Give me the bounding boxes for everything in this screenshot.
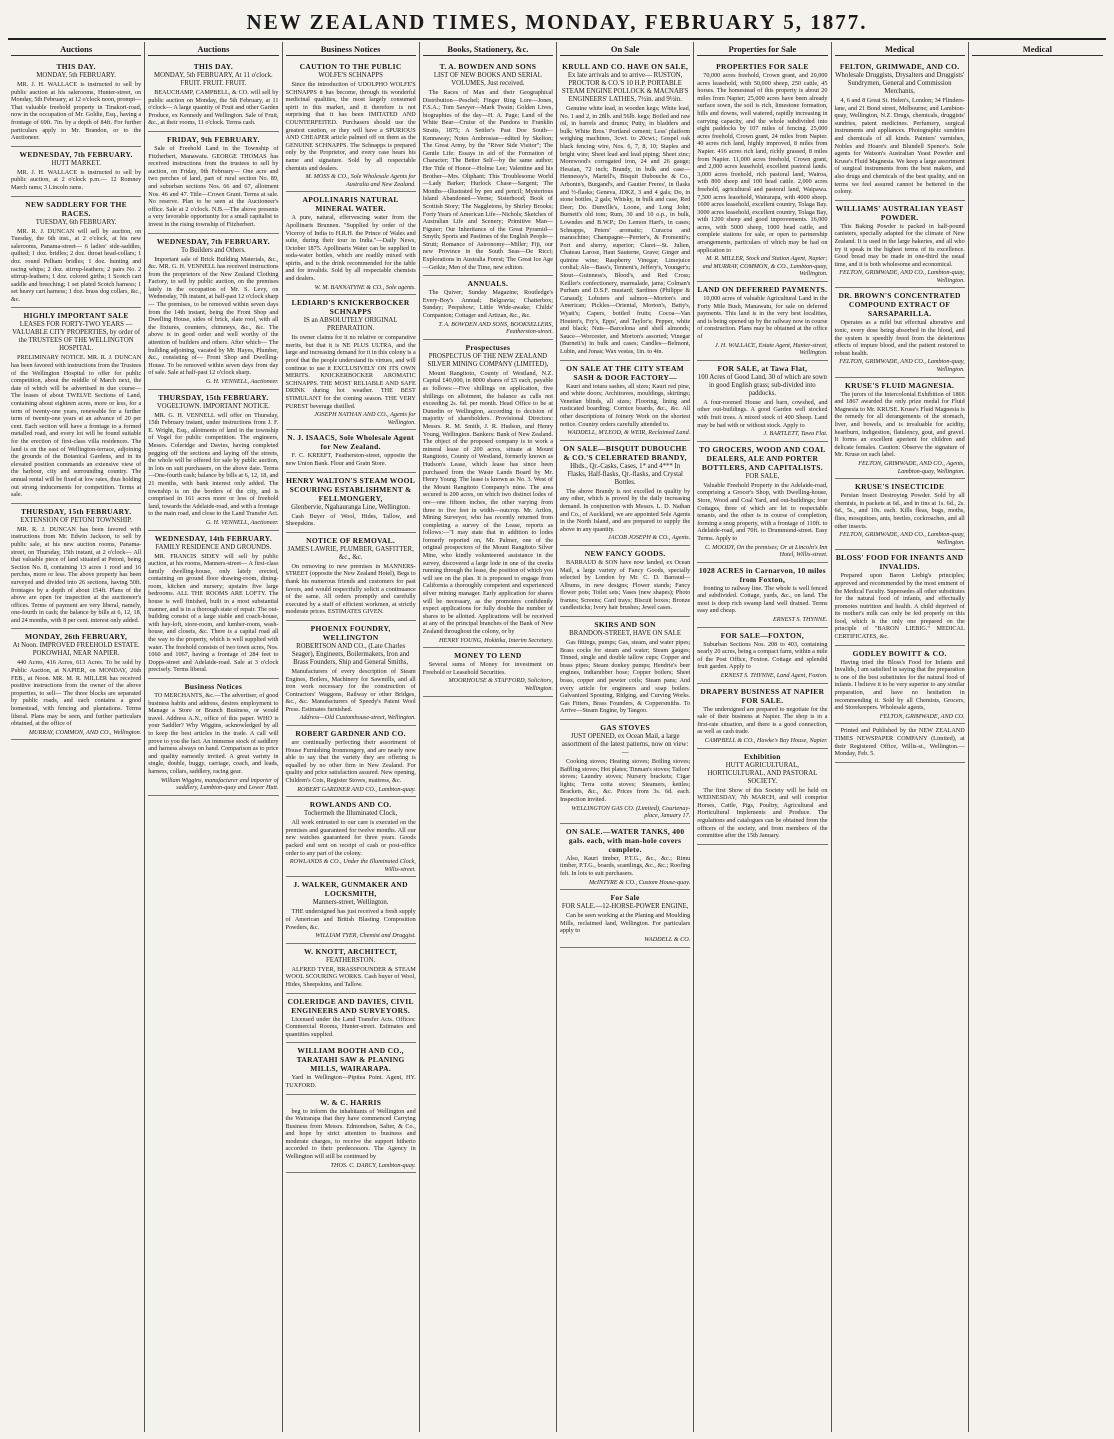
ad-title: HENRY WALTON'S STEAM WOOL SCOURING ESTABLISHMENT & FELLMONGERY, <box>286 475 416 503</box>
ad-body: MR. FRANCIS SIDEY will sell by public auction, at his rooms, Manners-street— A first-class family dwelling-house, only lately erected, containing on ground floor drawing-room, dining-room, kitchen and nursery; upstairs five large bedrooms. ALL THE ROOMS ARE LOFTY. The house is well finished, built in a most substantial manner, and is in a thorough state of repair. The out-building consist of a large stable and coach-house, with hay-loft, store-room, and lumber-room, wash-house, and closets, &c. There is a capital road all the way to the property, which is well supplied with water. The freehold consists of two town acres, Nos. 1060 and 1067, having a frontage of 284 feet to Dopps-street and Adelaide-road. Sale at 3 o'clock precisely. Terms liberal. <box>148 552 279 674</box>
ad-title: MONDAY, 26th FEBRUARY, <box>25 632 128 642</box>
ad-title: HIGHLY IMPORTANT SALE <box>23 311 129 321</box>
advertisement <box>286 295 416 430</box>
advertisement <box>560 890 690 947</box>
ad-title: THURSDAY, 15th FEBRUARY. <box>20 506 132 516</box>
ad-subtitle: ROBERTSON AND CO., (Late Charles Seager), Engineers, Boilermakers, Iron and Brass Founders, Ship and General Smiths, <box>291 642 410 666</box>
advertisement <box>560 824 690 890</box>
ad-body: Since the introduction of UDOLPHO WOLFE'S SCHNAPPS it has become, through its wonderful medicinal qualities, the most largely consumed spirit in this market, and it therefore is not surprising that it has been IMITATED AND COUNTERFEITED. Purchasers should use the greatest caution, or they will have a SPURIOUS AND CHEAPER article palmed off on them as the GENUINE SCHNAPPS. The Schnapps is prepared only by the Proprietor, and every case bears his name and signature. Sold by all respectable chemists and dealers. <box>285 81 416 172</box>
ad-subtitle: JAMES LAWRIE, PLUMBER, GASFITTER, &c., &c. <box>287 545 414 561</box>
ad-body: The Races of Man and their Geographical Distribution—Peschel; Finger Ring Lore—Jones, F.S.A.; Tom Sawyer—Mark Twain; Golden Lives, biographies of the day—H. A. Page; Land of the White Bear—Cruise of the Pandora to Franklin Straits, 1875; A Settler's Past Doe South—Kennaway; Notes Ambrosiae—edited by Skelton; The Great Army, by the "River Side Visitor"; The Gentle Life: Essays in aid of the Formation of Character; The Better Self—by the same author; Her Title of Honor—Holme Lee; Valentine and his Brother—Mrs. Oliphant; This Troublesome World—Lady Barker; Hurlock Chase—Sargent; The Months—illustrated by pen and pencil; Mysterious Island Abandoned—Verne; Sisterhood; Book of Scottish Story; The Naggletons, by Shirley Brooks; Forty Years of American Life—Nichols; Sketches of Australian Life and Scenery; Primitive Man—Figuier; Our Inheritance of the Great Pyramid—Smyth; Sports and Pastimes of the English People—Strutt; Romance of Astronomy—Miller; Fiji, our new Province in the South Seas—De Ricci; Explorations in Australia Forest; The Great Ice Age—Geikie; Men of the Time, new edition. <box>422 89 553 271</box>
ad-body: The jurors of the Intercolonial Exhibition of 1866 and 1867 awarded the only prize medal for Fluid Magnesia to Mr. KRUSE. Kruse's Fluid Magnesia is the remedy for all derangements of the stomach, liver, and bowels, and is invaluable for acidity, heartburn, indigestion, flatulency, gout, and gravel. It forms an excellent aperient for children and delicate females. Caution: Observe the signature of Mr. Kruse on each label. <box>834 390 965 459</box>
ad-title: WEDNESDAY, 7th FEBRUARY. <box>156 236 270 246</box>
ad-body: The above Brandy is not excelled in quality by any other, which is proved by the daily increasing demand. In conjunction with Messrs. L. D. Nathan and Co., of Auckland, we are appointed Sole Agents in the North Island, and are prepared to supply the above in any quantity. <box>560 487 691 533</box>
ad-body: MR. R. J. DUNCAN will sell by auction, on Tuesday, the 6th inst., at 2 o'clock, at his new salerooms, Panama-street— 6 ladies' side-saddles, quilted; 1 doz. bridles; 2 doz. throat head-collars; 1 doz. round Pelham bridles; 1 doz. hunting and racing whips; 2 doz. stirrup-leathers; 2 pairs No. 2 stirrup-leathers; 1 doz. colored girths; 1 Scotch cart saddle and breeching; 1 set plated Scotch harness; 1 set heavy cart harness; 1 doz. brass dog collars, &c., &c. <box>11 227 142 303</box>
ad-body: The undersigned are prepared to negotiate for the sale of their business at Napier. The shop is in a first-rate situation, and there is a good connection, as well as cash trade. <box>697 705 828 736</box>
section-heading: On Sale <box>560 44 690 56</box>
column-medical <box>832 42 969 1432</box>
ad-subtitle: VOGELTOWN. IMPORTANT NOTICE. <box>156 402 270 410</box>
ad-body: All work entrusted to our care is executed on the premises and guaranteed for twelve months. All our new watches guaranteed for three years. Goods packed and sent on receipt of cash or post-office order to any part of the colony. <box>285 819 416 857</box>
ad-signature: THOS. C. DARCY, Lambton-quay. <box>330 1161 416 1169</box>
ad-title: Business Notices <box>184 682 243 691</box>
advertisement <box>697 684 827 749</box>
ad-signature: G. H. VENNELL, Auctioneer. <box>205 518 279 526</box>
column-on-sale <box>557 42 694 1432</box>
ad-title: FOR SALE—FOXTON, <box>720 630 805 640</box>
ad-subtitle: 100 Acres of Good Land, 30 of which are sown in good English grass; sub-divided into paddocks. <box>697 373 827 397</box>
advertisement <box>835 288 965 377</box>
ad-body: Genuine white lead, in wooden kegs; White lead, No. 1 and 2, in 28lb. and 56lb. kegs; Boiled and raw oil, in barrels and drums; Putty, in bladders and bulk; White Bros.' Portland cement; Less' platform weighing machines, 3cwt. to 20cwt.; Gospel oak black fencing wire, Nos. 6, 7, 8, 10; Staples and bright wire; Sheet lead and lead piping; Sheet zinc; Morewood's corrugated iron, 24 and 26 gauge; Hessian, 72 inch; Brandy, in bulk and case—Hennessy's, Martell's, Bisquit Dubouche & Co., Arbonin's, Burgand's, and Gautier Freres', in flasks and ½-flasks; Geneva, JDKZ, 3 and 4 gals; Do, in stone bottles, 2 gals; Whisky, in bulk and case, Red Deer; Do. Dunville's, Loone, and Long John; Burnett's old tom; Rum, 30 and 10 o.p., in bulk, Lowndes and B.W.P.; Do Lemon Hart's, in cases; Schnapps, Peters' aromatic; Curacoa and maraschino; Champagne—Perrier's, & Fromenti's; Port and sherry, superior; Claret—St. Julien, Chateau Larose, Haut Sauterne, Grave; Ginger and quinine wine; Raspberry Vinegar; Limejuice cordial; Ale—Bass's, Tennent's, Jeffery's, Younger's; Stout—Guinness's, Blood's, and Red Cross; Keiller's confectionery, marmalade, jams; Colman's Purham and D.S.F. mustard; Sardines (Philippe & Canaud); Lobsters and salmon—Morton's and American; Pickles—Oriental, Morton's, Batty's, Wyatt's; Capers, bottled fruits; Cocoa—Van Houten's, Fry's, Epps', and Taylor's; Pepper, white and black; Nuts—Barcelona and shell almonds; Sauce—Worcester, and Morton's assorted; Vinegar (Burnett's) in bulk and cases; Candles—Belmont, Lubin, and Jonas; Wax vestas, 1in. to 4in. <box>560 105 691 355</box>
ad-title: NEW FANCY GOODS. <box>584 548 666 558</box>
advertisement <box>697 749 827 845</box>
ad-body: Printed and Published by the NEW ZEALAND TIMES NEWSPAPER COMPANY (Limited), at their Registered Office, Willis-st., Wellington.—Monday, Feb. 5. <box>834 727 965 758</box>
ad-body: A pure, natural, effervescing water from the Apollinaris Brunnen. "Supplied by order of the Viceroy of India to H.R.H. the Prince of Wales and suite, during their tour in India."—Daily News, October 1875. Apollinaris Water can be supplied in soda-water bottles, which are readily mixed with spirits, and is the drink recommended for the table and for invalids. Sold by all respectable chemists and dealers. <box>285 214 416 283</box>
ad-subtitle: Hhds., Qr.-Casks, Cases, 1* and 4*** In Flasks, Half-flasks, Qr.-flasks, and Crystal Bottles. <box>567 462 683 486</box>
advertisement <box>148 679 278 796</box>
ad-body: Persian Insect Destroying Powder. Sold by all chemists, in packets at 6d., and in tins at 1s. 6d., 2s. 6d., 5s., and 10s. each. Kills fleas, bugs, moths, flies, mosquitoes, ants, beetles, cockroaches, and all other insects. <box>834 492 965 530</box>
ad-body: THE undersigned has just received a fresh supply of American and British Blasting Composition Powders, &c. <box>285 908 416 931</box>
ad-subtitle: Manners-street, Wellington. <box>312 899 389 907</box>
advertisement <box>423 648 553 696</box>
ad-signature: JACOB JOSEPH & CO., Agents. <box>608 534 691 542</box>
ad-title: FOR SALE, at Tawa Flat, <box>717 363 808 373</box>
advertisement <box>697 563 827 628</box>
ad-signature: WADDELL & CO. <box>644 935 691 943</box>
ad-body: F. C. KREEFT, Featherston-street, opposite the new Union Bank. Flour and Grain Store. <box>285 452 416 467</box>
ad-signature: G. H. VENNELL, Auctioneer. <box>205 378 279 385</box>
ad-title: N. J. ISAACS, Sole Wholesale Agent for New Zealand. <box>287 433 414 452</box>
ad-subtitle: WOLFE'S SCHNAPPS <box>318 72 383 79</box>
advertisement <box>560 546 690 617</box>
ad-body: Several sums of Money for investment on Freehold or Leasehold Securities. <box>422 661 553 676</box>
ad-body: are continually perfecting their assortment of House Furnishing Ironmongery, and are nearly now able to say that the variety they are offering is equalled by no other firm in New Zealand. For quality and price satisfaction assured. New opening, Children's Cots, Register Stoves, mattress, &c. <box>285 739 416 785</box>
ad-body: ALFRED TYER, BRASSFOUNDER & STEAM WOOL SCOURING WORKS. Cash buyer of Wool, Hides, Sheepskins, and Tallow. <box>285 965 416 988</box>
ad-title: ANNUALS. <box>467 279 509 289</box>
ad-body: Suburban Sections Nos. 208 to 403, containing nearly 20 acres, being a compact farm, within a mile of the Post Office, Foxton. Cottage and splendid fruit garden. Apply to <box>697 640 828 671</box>
ad-title: KRUSE'S INSECTICIDE <box>854 482 945 492</box>
advertisement <box>560 361 690 441</box>
ad-body: 10,000 acres of valuable Agricultural Land in the Forty Mile Bush, Manawatu, for sale on deferred payments. This land is in the very best localities, and is being opened up by the railway now in course of construction. Plans may be obtained at the office of <box>697 295 828 340</box>
ad-body: BEAUCHAMP, CAMPBELL, & CO. will sell by public auction on Monday, the 5th February, at 11 o'clock— A large quantity of Fruit and other Garden Produce, ex Kennedy and Wellington. Sale of Fruit, &c., at their rooms, 11 o'clock. Terms cash. <box>148 89 279 127</box>
ad-body: MR. R. J. DUNCAN has been favored with instructions from Mr. Edwin Jackson, to sell by public sale, at his new auction rooms, Panama-street, on Thursday, 15th instant, at 2 o'clock— All that valuable piece of land situated at Petoni, being Section No. 8, containing 13 acres 1 rood and 16 perches, more or less. The above property has been surveyed and divided into 26 sections, having 50ft. frontages by a depth of about 154ft. Plans of the above are open for inspection at the auctioneer's offices. Terms of payment are very liberal, namely, one-fourth in cash; the balance by bills at 6, 12, 18, and 24 months, with 8 per cent. interest only added. <box>11 525 142 624</box>
ad-title: DR. BROWN'S CONCENTRATED COMPOUND EXTRACT OF SARSAPARILLA. <box>838 291 961 319</box>
ad-title: SKIRS AND SON <box>594 620 656 630</box>
ad-body: Mount Rangitoto, County of Westland, N.Z. Capital £40,000, in 8000 shares of £5 each, payable as follows:—Five shillings on application, five shillings on allotment, the balance as calls not exceeding 2s. 6d. per month. Head Office to be at Dunedin or Wellington, according to decision of majority of shareholders. Provisional Directors: Messrs. R. M. Smith, J. R. Hudson, and Henry Young, Wellington. Bankers: Bank of New Zealand. The object of the proposed company is to work a mineral lease of 200 acres, situate at Mount Rangitoto, County of Westland, formerly known as Hudson's Lease, which lease has since been purchased from the Waste Lands Board by Mr. Henry Young. The lease is known as No. 3. West of the Mount Rangitoto Company's mine. The area secured is 200 acres, on which two distinct lodes of ore—one fifteen inches, the other varying from three to five feet in width—outcrop. Mr. Artlon, Mining Surveyor, who has recently returned from completing a survey of the Lease, reports as follows:—"I may state that in addition to lodes formerly reported on, Mr. Palmer, one of the original prospectors of the Mount Rangitoto Silver Mine, who kindly volunteered assistance in the survey, discovered a large lode in one of the creeks running through the lease, the position of which you will see on the plan. It is proposed to engage from California a thoroughly competent and experienced silver mining manager. Early application for shares will be necessary, as the promoters confidently expect applications for fully double the number of shares to be allotted. Applications will be received at any of the principal branches of the Bank of New Zealand throughout the colony, or by <box>422 369 553 635</box>
ad-signature: CAMPBELL & CO., Hawke's Bay House, Napier. <box>704 737 828 744</box>
ad-signature: FELTON, GRIMWADE, AND CO. <box>879 712 965 720</box>
ad-body: Gas fittings, pumps; Gas, steam, and water pipes; Brass cocks for steam and water; Steam gauges; Tinned, single and double tallow cups; Copper and brass pipes; Steam donkey pumps; Hendrie's beer engines, indiarubber hose; Copper boilers; Sheet brass, copper and pewter coils; Steam pans; And every article for engineers and soap boilers. Galvanized Spouting, Ridging, and Curving Works. Gas Fitters, Brass Founders, & Coppersmiths. To Arrive—Steam Engine, by Tangoo. <box>560 639 691 715</box>
advertisement <box>148 531 278 680</box>
ad-subtitle: Tochermeh the Illuminated Clock, <box>304 810 398 818</box>
ad-title: GAS STOVES <box>600 723 650 732</box>
ad-body: 4, 6 and 8 Great St. Helen's, London; 34 Flinders-lane, and 21 Bond street, Melbourne; and Lambton-quay, Wellington, N.Z. Drugs, chemicals, druggists' sundries, patent medicines. Perfumery, surgical instruments and appliances. Photographic sundries and chemicals of all kinds. Painters' varnishes, Nobles and Hoare's and Blundell Spence's. Sole agents for Watson's Australian Yeast Powder and Kruse's Fluid Magnesia. We keep a large assortment of surgical instruments from the best makers, and also drugs and chemicals of the best quality, and on terms we feel assured cannot be bettered in the colony. <box>834 97 965 196</box>
ad-title: WILLIAM BOOTH AND CO., TARATAHI SAW & PLANING MILLS, WAIRARAPA. <box>296 1046 405 1074</box>
ad-body: The Quiver; Sunday Magazine; Routledge's Every-Boy's Annual; Belgravia; Chatterbox; Sunday; Peepshow; Little Wide-awake; Childs' Companion; Cottager and Artizan, &c., &c. <box>422 289 553 320</box>
advertisement <box>697 628 827 684</box>
ad-title: WEDNESDAY, 7th FEBRUARY. <box>19 149 133 159</box>
ad-body: 440 Acres, 416 Acres, 613 Acres. To be sold by Public Auction, at NAPIER, on MONDAY, 26th FEB., at Noon. MR. M. R. MILLER has received positive instructions from the owner of the above properties, to sell— The three blocks are separated by public roads, and each contains a good homestead, with fencing and plantations. Terms liberal. Plans may be seen, and further particulars obtained, at the office of <box>11 659 142 728</box>
ad-title: Exhibition <box>743 751 781 761</box>
ad-body: Licensed under the Land Transfer Acts. Offices: Commercial Rooms, Hunter-street. Estimates and quantities supplied. <box>285 1015 416 1038</box>
ad-title: NOTICE OF REMOVAL. <box>306 535 396 545</box>
advertisement <box>286 473 416 533</box>
ad-title: For Sale <box>610 893 640 903</box>
ad-body: Manufacturers of every description of Steam Engines, Boilers, Machinery for Sawmills, and all iron work necessary for the construction of Contractors' Waggons, Railway or other Bridges, &c., &c. Manufacturers of Speedy's Patent Wool Press. Estimates furnished. <box>285 667 416 713</box>
ad-subtitle: Glenbervie, Ngahauranga Line, Wellington. <box>291 503 411 511</box>
ad-body: Its owner claims for it no relative or comparative merits, but that it is NE PLUS ULTRA, and the large and increasing demand for it in this colony is a proof that the people understand its virtues, and will continue to use it EXCLUSIVELY ON ITS OWN MERITS. KNICKERBOCKER AROMATIC SCHNAPPS. THE MOST RELIABLE AND SAFE DRINK during hot weather. THE BEST STIMULANT for the coming season. THE VERY PUREST beverage distilled. <box>285 334 416 410</box>
advertisement <box>835 550 965 645</box>
ad-signature: FELTON, GRIMWADE, AND CO., Lambton-quay, Wellington. <box>839 531 965 546</box>
ad-subtitle: To Builders and Others. <box>180 246 246 254</box>
advertisement <box>835 59 965 201</box>
advertisement <box>423 59 553 276</box>
section-heading: Medical <box>972 44 1103 56</box>
ad-title: APOLLINARIS NATURAL MINERAL WATER. <box>302 195 399 214</box>
ad-signature: FELTON, GRIMWADE, AND CO., Agents, Lambton-quay, Wellington. <box>858 459 965 475</box>
ad-body: Cash Buyer of Wool, Hides, Tallow, and Sheepskins. <box>285 512 416 528</box>
ad-subtitle: PROSPECTUS OF THE NEW ZEALAND SILVER MINING COMPANY (LIMITED), <box>427 352 549 368</box>
advertisement <box>835 646 965 725</box>
advertisement <box>148 234 278 390</box>
ad-body: Kauri and totara sashes, all sizes; Kauri red pine, and white doors; Architraves, mouldings, skirtings; Venetian blinds, all sizes; Flooring, lining and rusticated boarding; Cornice boards, &c., &c. All other descriptions of Joinery Work on the shortest notice. Country orders carefully attended to. <box>560 382 691 428</box>
column-auctions-2 <box>145 42 282 1432</box>
ad-subtitle: LIST OF NEW BOOKS AND SERIAL VOLUMES, Just received. <box>433 72 542 87</box>
ad-body: Also, Kauri timber, P.T.G., &c., &c.; Rimu timber, P.T.G., boards, scantlings, &c., &c.; Roofing felt. In lots to suit purchasers. <box>560 854 691 877</box>
ad-signature: FELTON, GRIMWADE, AND CO., Lambton-quay, Wellington. <box>839 269 965 284</box>
ad-signature: HENRY YOUNG, Hokitika, Interim Secretary. <box>439 636 553 644</box>
ad-body: TO MERCHANTS, &c.—The advertiser, of good business habits and address, desires employment to Manage a Store or Branch Business, or would travel. Address A.N., office of this paper. WHO is your Saddler? Why Wiggins, acknowledged by all to keep the best articles in the trade. A call will prove to you the fact. An immense stock of saddlery and harness always on hand. Comparison as to price and quality earnestly invited. A great variety in single, double, buggy, carriage, coach, and leads, harness, collars, saddlery, racing gear. <box>148 692 279 775</box>
ad-body: A four-roomed House and barn, cowshed, and other out-buildings. A good Garden well stocked with fruit trees. A mixed stock of 400 Sheep. Land may be had with or without stock. Apply to <box>697 398 828 429</box>
ad-subtitle: MONDAY, 5th FEBRUARY. <box>36 72 116 79</box>
ad-title: BLOSS' FOOD FOR INFANTS AND INVALIDS. <box>835 553 964 572</box>
advertisement <box>697 361 827 442</box>
ad-title: ON SALE—BISQUIT DUBOUCHE & CO.'S CELEBRATED BRANDY, <box>563 443 687 462</box>
advertisement <box>11 504 141 630</box>
advertisement <box>835 378 965 480</box>
ad-title: FRIDAY, 9th FEBRUARY. <box>167 134 260 144</box>
advertisement <box>286 994 416 1044</box>
ad-subtitle: FOR SALE, <box>745 472 780 480</box>
ad-subtitle: HUTT MARKET. <box>51 159 101 167</box>
ad-subtitle: Wholesale Druggists, Drysalters and Druggists' Sundrymen, General and Commission Merchants, <box>835 72 965 95</box>
ad-subtitle: MONDAY, 5th FEBRUARY, At 11 o'clock. FRUIT. FRUIT. FRUIT. <box>154 72 273 87</box>
section-heading: Properties for Sale <box>697 44 827 56</box>
section-heading: Auctions <box>11 44 141 56</box>
ad-body: On removing to new premises in MANNERS-STREET (opposite the New Zealand Hotel), Begs to thank his numerous friends and customers for past favors, and would respectfully solicit a continuance of the same. All orders promptly and carefully executed by a staff of efficient workmen, at strictly moderate prices. ESTIMATES GIVEN. <box>285 562 416 616</box>
ad-signature: M. R. MILLER, Stock and Station Agent, Napier; and MURRAY, COMMON, & CO., Lambton-quay, Wellington. <box>702 255 828 278</box>
ad-subtitle: EXTENSION OF PETONI TOWNSHIP. <box>20 516 133 524</box>
advertisement <box>286 533 416 621</box>
ad-signature: J. BARTLETT, Tawa Flat. <box>763 430 828 438</box>
ad-title: ON SALE AT THE CITY STEAM SASH & DOOR FACTORY— <box>566 363 685 382</box>
masthead-rule <box>8 38 1106 40</box>
ad-body: fronting to railway line. The whole is well fenced and subdivided. Cottage, yards, &c., on land. The most is deep rich swamp land well drained. Terms easy and cheap. <box>697 584 828 615</box>
ad-title: ROWLANDS AND CO. <box>309 800 392 810</box>
ad-body: 70,000 acres freehold, Crown grant, and 20,000 acres leasehold, with 50,000 sheep, 250 cattle, 45 horses. The homestead of this property is about 20 miles from Napier; 25,000 acres have been already surface sown, the soil is rich, limestone formation, hills and downs, well watered, rapidly increasing in carrying capacity, and the whole subdivided into eight paddocks by 107 miles of fencing. 25,000 acres freehold, Crown grant, 24 miles from Napier. 40 acres rich land, highly improved, 8 miles from Napier. 416 acres rich land, richly grassed, 8 miles from Napier. 11,000 acres freehold, Crown grant, and 2,000 acres leasehold, excellent pastoral lands. 3,000 acres freehold, rich pastoral land, Wairoa, with 800 sheep and 100 head cattle. 2,000 acres freehold, agricultural and pastoral land, Waipawa. 7,500 acres leasehold, Wairarapa, with 4000 sheep. 1600 acres leasehold, excellent country, Tolaga Bay. 3000 acres leasehold, excellent country, Tolaga Bay, with 1200 sheep and good improvements. 16,000 acres, with 5000 sheep, 1000 head cattle, and complete stations for sale, or open to partnership arrangements, particulars of which may be had on application to <box>697 72 828 254</box>
ad-signature: MURRAY, COMMON, AND CO., Wellington. <box>28 728 142 736</box>
ad-signature: WILLIAM TYER, Chemist and Druggist. <box>315 932 416 940</box>
section-heading: Auctions <box>148 44 278 56</box>
column-properties-for-sale <box>694 42 831 1432</box>
ad-subtitle: HUTT AGRICULTURAL, HORTICULTURAL, AND PASTORAL SOCIETY. <box>707 761 818 785</box>
ad-signature: T. A. BOWDEN AND SONS, BOOKSELLERS, Featherston-street. <box>438 320 553 336</box>
section-heading: Medical <box>835 44 965 56</box>
ad-subtitle: JUST OPENED, ex Ocean Mail, a large assortment of the latest patterns, now on view:— <box>561 733 689 756</box>
ad-title: LAND ON DEFERRED PAYMENTS. <box>697 285 828 295</box>
ad-title: THIS DAY. <box>193 62 233 71</box>
advertisement <box>835 479 965 550</box>
ad-subtitle: FOR SALE.—12-HORSE-POWER ENGINE, <box>561 903 689 911</box>
ad-title: Prospectuses <box>465 342 511 352</box>
advertisement <box>560 720 690 824</box>
ad-signature: M. MOSS & CO., Sole Wholesale Agents for Australia and New Zealand. <box>305 173 416 188</box>
column-medical-continued <box>969 42 1106 1432</box>
ad-title: NEW SADDLERY FOR THE RACES. <box>25 199 127 218</box>
advertisement <box>835 724 965 762</box>
ad-subtitle: Ex late arrivals and to arrive— RUSTON, PROCTOR & CO.'S 10 H.P. PORTABLE STEAM ENGINE POLLOCK & MACNAB'S ENGINEERS' LATHES, 7½in. and 9½in. <box>561 72 689 103</box>
ad-body: Sale of Freehold Land in the Township of Fitzherbert, Manawatu. GEORGE THOMAS has received instructions from the trustees to sell by auction, on Friday, 9th February— One acre and two perches of land, part of rural section No. 89, and suburban sections Nos. 66 and 67, allotment Nos. 46 and 47. Title—Crown Grant. Terms at sale. No reserve. Plan to be seen at the Auctioneer's office. Sale at 2 o'clock. N.B.—The above presents a very favorable opportunity for a small capitalist to invest in the rising township of Fitzherbert. <box>148 144 279 228</box>
ad-subtitle: FEATHERSTON. <box>326 956 376 964</box>
ad-subtitle: At Noon. IMPROVED FREEHOLD ESTATE. POKOWHAI, NEAR NAPIER. <box>12 642 140 658</box>
ad-signature: W. M. BANNATYNE & CO., Sole agents. <box>314 283 416 291</box>
advertisement <box>11 629 141 740</box>
ad-signature: WADDELL, M'LEOD, & WEIR, Reclaimed Land. <box>567 429 691 437</box>
ad-title: THURSDAY, 15th FEBRUARY. <box>158 392 269 402</box>
advertisement <box>148 59 278 132</box>
advertisement <box>11 197 141 309</box>
advertisement <box>697 442 827 563</box>
advertisement <box>423 340 553 648</box>
ad-title: WILLIAMS' AUSTRALIAN YEAST POWDER. <box>835 203 964 222</box>
advertisement <box>560 441 690 546</box>
ad-title: W. KNOTT, ARCHITECT, <box>304 946 398 956</box>
section-heading: Books, Stationery, &c. <box>423 44 553 56</box>
ad-title: MONEY TO LEND <box>454 651 522 661</box>
column-business-notices <box>283 42 420 1432</box>
advertisement <box>560 59 690 361</box>
ad-subtitle: TUESDAY, 6th FEBRUARY. <box>35 218 117 226</box>
ad-signature: William Wiggins, manufacturer and importer of saddlery, Lambton-quay and Lower Hutt. <box>160 776 279 792</box>
advertisement <box>148 132 278 234</box>
ad-title: TO GROCERS, WOOD AND COAL DEALERS, ALE AND PORTER BOTTLERS, AND CAPITALISTS. <box>699 444 826 472</box>
ad-body: MR. G. H. VENNELL will offer on Thursday, 15th February instant, under instructions from J. F. E. Wright, Esq., allotments of land in the township of Vogel for public competition. The engineers, Messrs. Coleridge and Davies, having completed pegging off the sections and laying off the streets, the whole will be offered for sale by public auction, in lots on suit purchasers, on the above date. Terms—One-fourth cash; balance by bills at 6, 12, 18, and 21 months, with bank interest only added. The township is on the borders of the city, and is comprised in 161 acres more or less of freehold land, towards the Adelaide-road, and with a frontage to the main road, and close to the Land Transfer Act. <box>148 411 279 518</box>
ad-body: Operates as a mild but effectual alterative and tonic, every dose being absorbed in the blood, and the system is speedily freed from the deleterious effects of impure blood, and the patient restored to robust health. <box>834 319 965 357</box>
ad-title: WEDNESDAY, 14th FEBRUARY. <box>154 533 272 543</box>
ad-signature: FELTON, GRIMWADE, AND CO., Lambton-quay, Wellington. <box>839 358 965 374</box>
ad-title: KRUSE'S FLUID MAGNESIA. <box>845 380 955 390</box>
ad-subtitle: FAMILY RESIDENCE AND GROUNDS. <box>155 543 272 551</box>
ad-signature: C. MOODY, On the premises; Or at Lincoln's Inn Hotel, Willis-street. <box>704 543 828 559</box>
ad-signature: JOSEPH NATHAN AND CO., Agents for Wellington. <box>314 411 416 426</box>
ad-title: CAUTION TO THE PUBLIC <box>299 62 402 71</box>
ad-title: ON SALE.—WATER TANKS, 400 gals. each, with man-hole covers complete. <box>565 826 685 854</box>
ad-body: Having tried the Bloss's Food for Infants and Invalids, I am satisfied in saying that the preparation is one of the best substitutes for the natural food of infants. I believe it to be very superior to any similar preparation, and have no hesitation in recommending it. Sold by all Chemists, Grocers, and Storekeepers. Wholesale agents, <box>834 658 965 712</box>
section-heading: Business Notices <box>286 44 416 56</box>
advertisement <box>286 59 416 192</box>
ad-body: Important sale of Brick Building Materials, &c., &c. MR. G. H. VENNELL has received instructions from the proprietors of the New Zealand Clothing Factory, to sell by public auction, on the premises lately in the occupation of Mr. S. Levy, on Wednesday, 7th instant, at half-past 12 o'clock sharp— The premises, to be removed within seven days from the 14th instant, being the Front Shop and Dwelling House, sides of brick, slate roof, with all the fixtures, counters, chimneys, &c., &c. The above is in good order and well worthy of the attention of builders and others. After which— The building adjoining, vacated by Mr. Hayes, Plumber, &c., consisting of— Front Shop and Dwelling-House. To be removed within seven days from day of sale. Sale at half-past 12 o'clock sharp. <box>148 255 279 377</box>
ad-body: Yard in Wellington—Pipitea Point. Agent, HY. TUXFORD. <box>285 1074 416 1089</box>
ad-body: Valuable Freehold Property in the Adelaide-road, comprising a Grocer's Shop, with Dwelling-house, Store, Wood and Coal Yard, and out-buildings; four Cottages, three of which are let to respectable tenants, and the other is in course of completion, forming a snug property, with a frontage of 110ft. to Adelaide-road, and 70ft. to Drummond-street. Easy Terms. Apply to <box>697 481 828 542</box>
ad-title: ROBERT GARDNER AND CO. <box>295 729 406 739</box>
advertisement <box>286 1095 416 1174</box>
advertisement <box>286 726 416 797</box>
ad-title: DRAPERY BUSINESS AT NAPIER FOR SALE. <box>700 686 825 705</box>
column-books-prospectuses <box>420 42 557 1432</box>
ad-signature: ERNEST S. THYNNE. <box>772 616 828 624</box>
advertisement <box>148 390 278 531</box>
column-auctions-1 <box>8 42 145 1432</box>
newspaper-columns <box>8 42 1106 1432</box>
ad-signature: WELLINGTON GAS CO. (Limited), Courtenay-place, January 17. <box>571 804 691 820</box>
advertisement <box>11 59 141 147</box>
ad-title: T. A. BOWDEN AND SONS <box>439 62 537 71</box>
ad-title: LEDIARD'S KNICKERBOCKER SCHNAPPS <box>291 298 410 317</box>
advertisement <box>560 617 690 720</box>
ad-body: This Baking Powder is packed in half-pound canisters, specially adapted for the climate of New Zealand. It is used in the large bakeries, and all who try it speak in the highest terms of its excellence. Good bread may be made in one-third the usual time, and it is both wholesome and economical. <box>834 222 965 268</box>
ad-signature: MOORHOUSE & STAFFORD, Solicitors, Wellington. <box>448 677 553 692</box>
advertisement <box>423 276 553 340</box>
ad-body: The first Show of this Society will be held on WEDNESDAY, 7th MARCH, and will comprise Horses, Cattle, Pigs, Poultry, Agricultural and Horticultural Implements and Produce. The regulations and catalogues can be obtained from the officers of the society, and from members of the committee after the 15th January. <box>697 786 828 840</box>
ad-signature: ROBERT GARDNER AND CO., Lambton-quay. <box>297 785 416 793</box>
advertisement <box>697 282 827 361</box>
ad-signature: ROWLANDS & CO., Under the Illuminated Clock, Willis-street. <box>289 858 416 873</box>
ad-body: MR. J. H. WALLACE is instructed to sell by public auction at his salerooms, Hunter-street, on Monday, 5th February, at 12 o'clock noon, prompt— That valuable freehold property in Tinakori-road, now in the occupation of Mr. Goldie, Esq., having a frontage of 69ft. 7in. by a depth of 84ft. For further particulars apply to Mr. Brandon, or to the Auctioneer. <box>11 81 142 142</box>
ad-body: BARRAUD & SON have now landed, ex Ocean Mail, a large variety of Fancy Goods, specially selected by London by Mr. C. D. Barraud— Albums, in new designs; Flower stands; Fancy flower pots; Toilet sets; Vases (new shapes); Photo frames; Screens; Card trays; Biscuit boxes; Bronze candlesticks; Ivory hair brushes; Jewel cases. <box>560 558 691 612</box>
ad-signature: J. H. WALLACE, Estate Agent, Hunter-street, Wellington. <box>714 341 828 357</box>
ad-title: 1028 ACRES in Carnarvon, 10 miles from Foxton, <box>698 565 826 584</box>
masthead-title: NEW ZEALAND TIMES, MONDAY, FEBRUARY 5, 1877. <box>246 10 868 34</box>
ad-body: MR. J. H. WALLACE is instructed to sell by public auction, at 2 o'clock p.m.— 12 Romney March rams; 3 Lincoln rams. <box>11 168 142 191</box>
ad-title: J. WALKER, GUNMAKER AND LOCKSMITH, <box>293 880 408 899</box>
advertisement <box>286 877 416 943</box>
advertisement <box>697 59 827 282</box>
ad-body: Cooking stoves; Heating stoves; Boiling stoves; Baffling stoves; Hot plates; Tinman's stoves; Tailors' stoves; Laundry stoves; Nursery brackets; Cigar lights; Terra cotta stoves; Steamers, kettles; Brackets, &c., &c. Prices from 3s. 6d. each. Inspection invited. <box>560 758 691 803</box>
ad-title: KRULL AND CO. HAVE ON SALE, <box>562 62 689 71</box>
advertisement <box>11 147 141 197</box>
advertisement <box>286 944 416 994</box>
ad-title: FELTON, GRIMWADE, AND CO. <box>839 62 960 71</box>
advertisement <box>286 430 416 472</box>
advertisement <box>286 192 416 295</box>
ad-subtitle: LEASES FOR FORTY-TWO YEARS — VALUABLE CITY PROPERTIES, by order of the TRUSTEES OF THE WELLINGTON HOSPITAL. <box>12 321 141 353</box>
advertisement <box>835 201 965 289</box>
ad-body: Prepared upon Baron Liebig's principles; approved and recommended by the most eminent of the Medical Faculty. Supersedes all other substitutes for the natural food of infants, and effectually promotes nutrition and health. A child deprived of its mother's milk can only be fed properly on this food, which is the only one prepared on the principle of "BARON LIEBIG." MEDICAL CERTIFICATES, &c. <box>834 572 965 641</box>
advertisement <box>286 621 416 726</box>
advertisement <box>286 1043 416 1094</box>
ad-subtitle: BRANDON-STREET, HAVE ON SALE <box>569 630 682 638</box>
ad-signature: ERNEST S. THYNNE, Land Agent, Foxton. <box>720 672 828 680</box>
ad-title: W. & C. HARRIS <box>320 1097 382 1107</box>
ad-title: COLERIDGE AND DAVIES, CIVIL ENGINEERS AND SURVEYORS. <box>287 996 414 1015</box>
ad-body: Can be seen working at the Planing and Moulding Mills, reclaimed land, Wellington. For particulars apply to <box>560 912 691 935</box>
ad-title: THIS DAY. <box>56 62 96 71</box>
ad-title: PHOENIX FOUNDRY, WELLINGTON <box>310 623 391 642</box>
advertisement <box>11 308 141 503</box>
ad-title: GODLEY BOWITT & CO. <box>852 648 947 658</box>
advertisement <box>286 797 416 877</box>
ad-title: PROPERTIES FOR SALE <box>716 62 809 71</box>
ad-body: PRELIMINARY NOTICE. MR. R. J. DUNCAN has been favored with instructions from the Trustees of the Wellington Hospital to offer for public competition, about the middle of March next, the date of which will be advertised in due course— The leases of about TWELVE Sections of Land, containing about eighteen acres, more or less, for a term of twenty-one years, renewable for a further term of twenty-one years at an advance of 20 per cent. Each section will have a frontage to a formed metalled road, and every lot will be found suitable for the erection of first-class villa residences. The land is on the east of Wellington-terrace, adjoining the grounds of the Botanical Gardens, and in its elevated position commands an extensive view of the harbour, city and surrounding country. The annual rental will be fixed at low rates, thus holding out strong inducements for competition. Terms at sale. <box>11 354 142 499</box>
ad-signature: Address—Old Customhouse-street, Wellington. <box>299 714 416 722</box>
ad-subtitle: IS an ABSOLUTELY ORIGINAL PREPARATION. <box>303 317 398 333</box>
ad-body: beg to inform the inhabitants of Wellington and the Wairarapa that they have commenced Carrying Business from Messrs. Edmondson, Salter, & Co., and hope by strict attention to business and moderate charges, to receive the support hitherto accorded to their predecessors. The Agency in Wellington will still be continued by <box>285 1107 416 1161</box>
ad-signature: McINTYRE & CO., Custom House-quay. <box>589 878 691 886</box>
